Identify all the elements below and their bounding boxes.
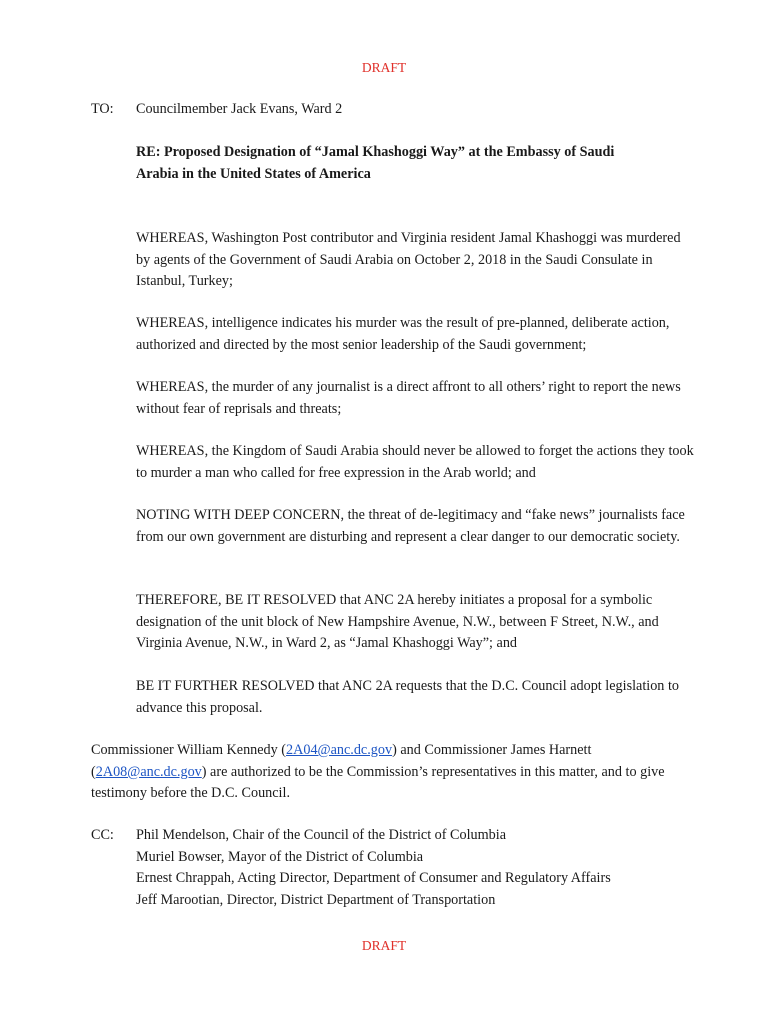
whereas-paragraph-3: WHEREAS, the murder of any journalist is a direct affront to all others’ right to report the news without fear of reprisals and threats; <box>136 379 681 417</box>
commissioners-text-2: ) and Commissioner James Harnett ( <box>91 742 592 780</box>
email-link-harnett[interactable]: 2A08@anc.dc.gov <box>95 763 202 780</box>
commissioners-text-3: ) are authorized to be the Commission’s representatives in this matter, and to give testimony before the D.C. Council. <box>91 763 665 801</box>
further-resolved-paragraph: BE IT FURTHER RESOLVED that ANC 2A requests that the D.C. Council adopt legislation to advance this proposal. <box>136 678 679 716</box>
email-link-kennedy[interactable]: 2A04@anc.dc.gov <box>286 742 393 758</box>
whereas-paragraph-2: WHEREAS, intelligence indicates his murder was the result of pre-planned, deliberate action, authorized and directed by the most senior leadership of the Saudi government; <box>136 315 670 353</box>
cc-recipient: Ernest Chrappah, Acting Director, Department of Consumer and Regulatory Affairs <box>136 870 611 886</box>
cc-recipient: Muriel Bowser, Mayor of the District of Columbia <box>136 848 424 865</box>
noting-paragraph: NOTING WITH DEEP CONCERN, the threat of de-legitimacy and “fake news” journalists face from our own government are disturbing and represent a clear danger to our democratic society. <box>136 507 685 545</box>
cc-recipient-list <box>136 825 611 911</box>
to-label: TO: <box>91 101 114 117</box>
cc-recipient: Phil Mendelson, Chair of the Council of the District of Columbia <box>136 827 507 843</box>
commissioners-paragraph <box>91 740 691 805</box>
resolved-paragraph: THEREFORE, BE IT RESOLVED that ANC 2A hereby initiates a proposal for a symbolic designation of the unit block of New Hampshire Avenue, N.W., between F Street, N.W., and Virginia Avenue, N.W., in Ward 2, as “Jamal Khashoggi Way”; and <box>136 592 659 651</box>
cc-label: CC: <box>91 827 114 843</box>
whereas-paragraph-1: WHEREAS, Washington Post contributor and Virginia resident Jamal Khashoggi was murdered by agents of the Government of Saudi Arabia on October 2, 2018 in the Saudi Consulate in Istanbul, Turkey; <box>136 230 681 289</box>
cc-recipient: Jeff Marootian, Director, District Department of Transportation <box>136 891 496 908</box>
draft-header-label: DRAFT <box>361 60 407 75</box>
commissioners-text-1: Commissioner William Kennedy ( <box>91 742 287 758</box>
draft-footer-label: DRAFT <box>361 938 407 953</box>
subject-line: RE: Proposed Designation of “Jamal Khashoggi Way” at the Embassy of Saudi Arabia in the United States of America <box>136 144 615 182</box>
whereas-paragraph-4: WHEREAS, the Kingdom of Saudi Arabia should never be allowed to forget the actions they took to murder a man who called for free expression in the Arab world; and <box>136 443 694 481</box>
to-recipient: Councilmember Jack Evans, Ward 2 <box>136 101 343 117</box>
